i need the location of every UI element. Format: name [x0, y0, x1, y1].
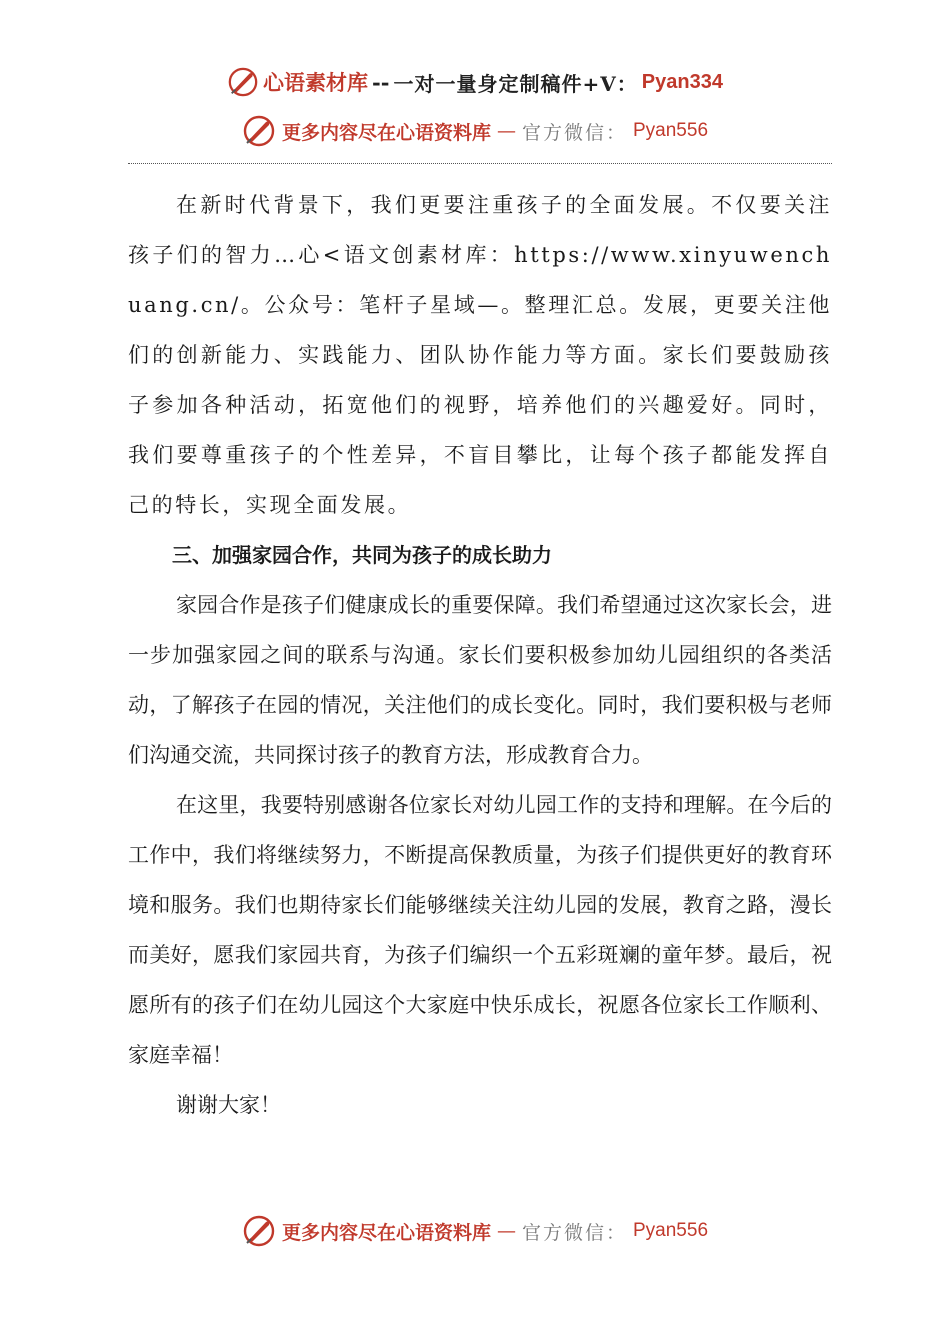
paragraph-thanks: 在这里，我要特别感谢各位家长对幼儿园工作的支持和理解。在今后的工作中，我们将继续努力，不断提高保教质量，为孩子们提供更好的教育环境和服务。我们也期待家长们能够继续关注幼儿园的发展，教育之路，漫长而美好，愿我们家园共育，为孩子们编织一个五彩斑斓的童年梦。最后，祝愿所有的孩子们在幼儿园这个大家庭中快乐成长，祝愿各位家长工作顺利、家庭幸福！: [128, 793, 832, 1067]
paragraph-closing: 谢谢大家！: [176, 1093, 281, 1117]
header-slogan: 一对一量身定制稿件+V：: [393, 71, 638, 96]
banner-official-label: 官方微信：: [521, 1221, 627, 1244]
document-body: [128, 180, 832, 1130]
header-slogan-line: [0, 62, 950, 102]
banner-dash: —: [496, 120, 516, 142]
quill-logo-icon: [242, 114, 276, 148]
header-divider: [128, 163, 832, 164]
quill-logo-icon: [242, 1214, 276, 1248]
section-heading-3: 三、加强家园合作，共同为孩子的成长助力: [172, 543, 552, 567]
brand-name: 心语素材库: [263, 70, 369, 95]
banner-text: 更多内容尽在心语资料库: [281, 1221, 491, 1244]
banner-official-label: 官方微信：: [521, 121, 627, 144]
banner-wechat-id: Pyan556: [633, 120, 709, 141]
header-separator: --: [372, 69, 390, 95]
paragraph-home-school-cooperation: 家园合作是孩子们健康成长的重要保障。我们希望通过这次家长会，进一步加强家园之间的联系与沟通。家长们要积极参加幼儿园组织的各类活动，了解孩子在园的情况，关注他们的成长变化。同时，我们要积极与老师们沟通交流，共同探讨孩子的教育方法，形成教育合力。: [128, 593, 832, 767]
banner-text: 更多内容尽在心语资料库: [281, 121, 491, 144]
paragraph-holistic-development: 在新时代背景下，我们更要注重孩子的全面发展。不仅要关注孩子们的智力…心<语文创素材库：https://www.xinyuwenchuang.cn/。公众号：笔杆子星域—。整理汇总。发展，更要关注他们的创新能力、实践能力、团队协作能力等方面。家长们要鼓励孩子参加各种活动，拓宽他们的视野，培养他们的兴趣爱好。同时，我们要尊重孩子的个性差异，不盲目攀比，让每个孩子都能发挥自己的特长，实现全面发展。: [128, 193, 832, 517]
quill-logo-icon: [227, 66, 259, 98]
header-wechat-id: Pyan334: [641, 70, 723, 93]
bottom-banner: [0, 1211, 950, 1251]
banner-wechat-id: Pyan556: [633, 1220, 709, 1241]
banner-dash: —: [496, 1220, 516, 1242]
top-banner: [0, 111, 950, 151]
